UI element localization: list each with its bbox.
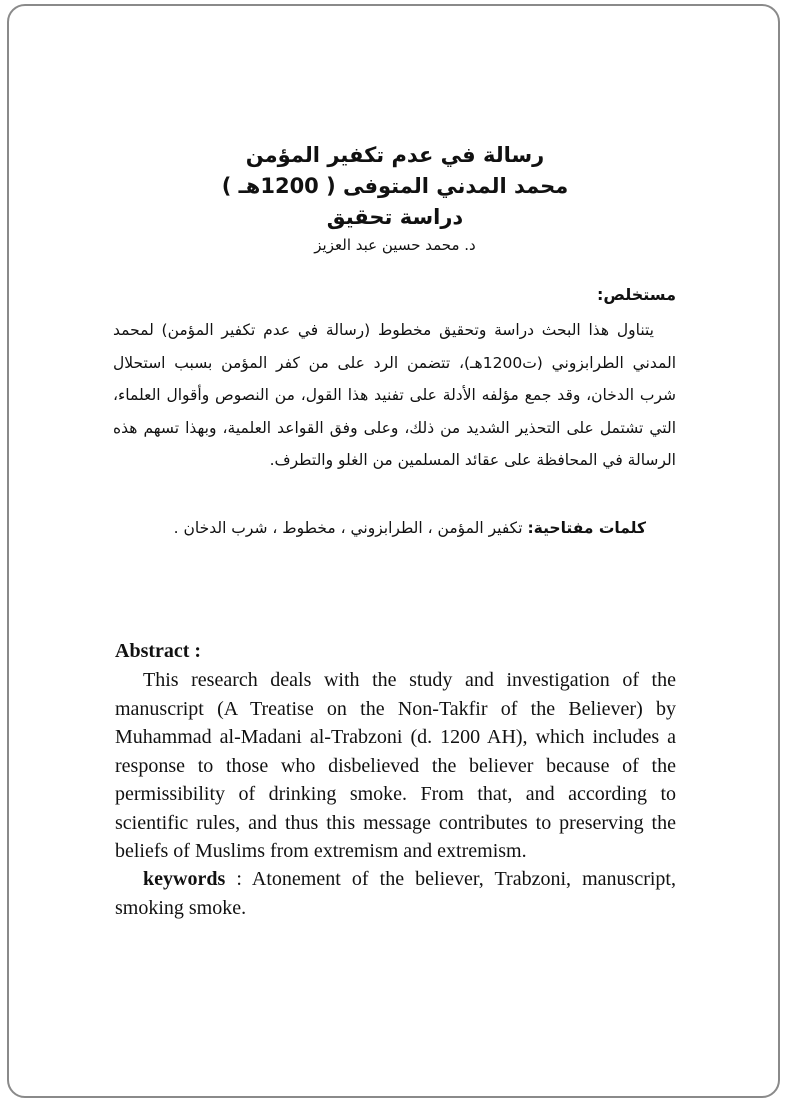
arabic-abstract-heading: مستخلص: [596, 285, 676, 304]
arabic-abstract-body: يتناول هذا البحث دراسة وتحقيق مخطوط (رسالة في عدم تكفير المؤمن) لمحمد المدني الطرابزوني (ت1200هـ)، تتضمن الرد على من كفر المؤمن بسبب استحلال شرب الدخان، وقد جمع مؤلفه الأدلة على تفنيد هذا القول، من النصوص وأقوال العلماء، التي تشتمل على التحذير الشديد من ذلك، وعلى وفق القواعد العلمية، وبهذا تسهم هذه الرسالة في المحافظة على عقائد المسلمين من الغلو والتطرف. [113, 321, 676, 469]
english-keywords-text: : Atonement of the believer, Trabzoni, manuscript, smoking smoke. [115, 868, 676, 919]
paper-title-line-3: دراسة تحقيق [326, 205, 464, 229]
paper-title-line-1: رسالة في عدم تكفير المؤمن [245, 143, 545, 167]
arabic-keywords-label: كلمات مفتاحية: [527, 519, 646, 537]
author-name: د. محمد حسين عبد العزيز [314, 236, 476, 254]
arabic-keywords-text: تكفير المؤمن ، الطرابزوني ، مخطوط ، شرب الدخان . [173, 519, 528, 537]
english-abstract-heading: Abstract : [115, 640, 202, 662]
english-keywords [115, 865, 676, 922]
english-keywords-label: keywords [143, 868, 226, 890]
english-abstract-body: This research deals with the study and investigation of the manuscript (A Treatise on the Non-Takfir of the Believer) by Muhammad al-Madani al-Trabzoni (d. 1200 AH), which includes a response to those who disbelieved the believer because of the permissibility of drinking smoke. From that, and according to scientific rules, and thus this message contributes to preserving the beliefs of Muslims from extremism and extremism. [115, 669, 676, 862]
arabic-keywords [113, 514, 676, 542]
title-block [100, 140, 690, 257]
paper-title-line-2: محمد المدني المتوفى ( 1200هـ ) [221, 174, 569, 198]
